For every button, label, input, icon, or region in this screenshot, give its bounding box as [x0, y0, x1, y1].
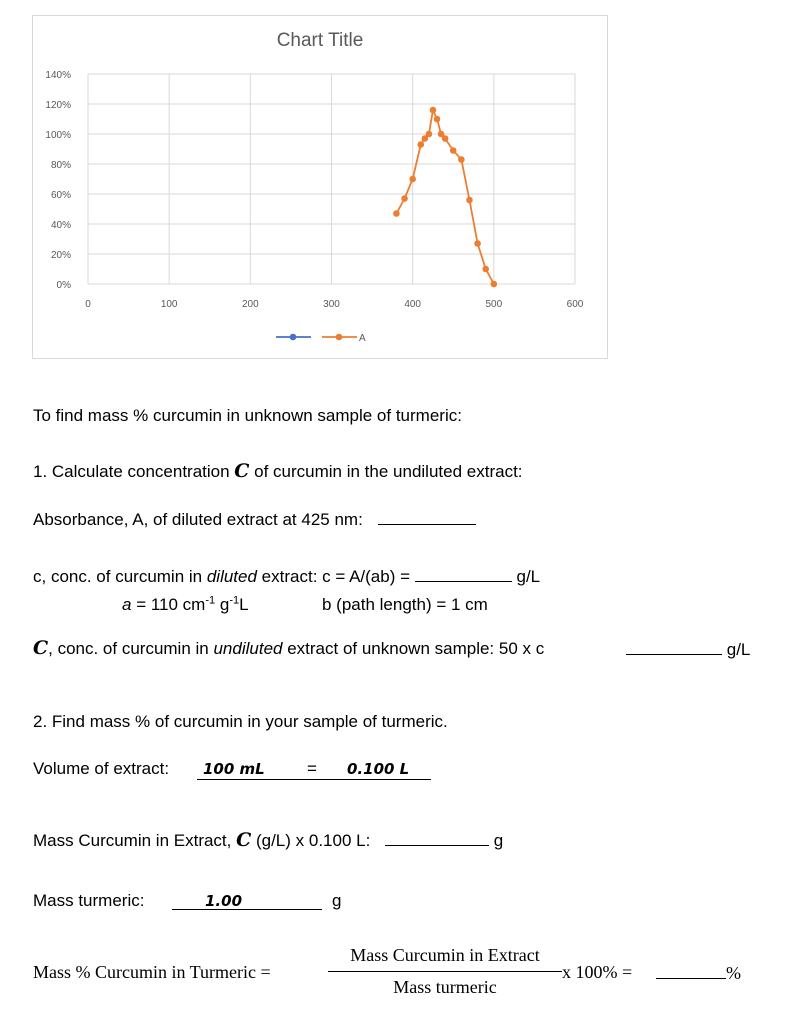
y-tick-label: 20%: [50, 250, 71, 261]
x-tick-label: 300: [323, 299, 340, 310]
x-tick-label: 400: [404, 299, 422, 310]
undiluted-conc-blank[interactable]: [626, 638, 722, 655]
y-tick-label: 140%: [45, 70, 71, 81]
absorbance-blank[interactable]: [378, 508, 476, 525]
volume-ml: 100 mL: [203, 760, 265, 778]
y-tick-label: 40%: [50, 220, 71, 231]
y-tick-label: 60%: [50, 190, 71, 201]
mass-turmeric-value: 1.00: [205, 892, 243, 910]
intro-text: To find mass % curcumin in unknown sample of turmeric:: [33, 406, 462, 425]
mass-percent-label: Mass % Curcumin in Turmeric =: [33, 962, 271, 982]
y-tick-label: 0%: [56, 280, 71, 291]
mass-turmeric-unit: g: [332, 891, 342, 910]
mass-turmeric-answer: [172, 891, 322, 910]
fraction-numerator: Mass Curcumin in Extract: [350, 945, 540, 965]
volume-row: Volume of extract:: [33, 759, 170, 778]
undiluted-conc-answer: g/L: [626, 638, 750, 660]
undiluted-conc-row: C, conc. of curcumin in undiluted extract of unknown sample: 50 x c: [33, 637, 545, 659]
x-tick-label: 500: [485, 299, 503, 310]
y-tick-label: 100%: [45, 130, 71, 141]
mass-percent-blank[interactable]: [656, 962, 726, 979]
legend-label: A: [359, 333, 366, 344]
step1-heading: 1. Calculate concentration C of curcumin in the undiluted extract:: [33, 460, 523, 482]
x-tick-label: 200: [241, 299, 259, 310]
mass-percent-answer: %: [656, 962, 741, 983]
step2-heading: 2. Find mass % of curcumin in your sample of turmeric.: [33, 712, 448, 731]
diluted-conc-blank[interactable]: [415, 565, 512, 582]
path-length: b (path length) = 1 cm: [322, 595, 488, 614]
fraction-denominator: Mass turmeric: [393, 977, 497, 997]
concentration-symbol: C: [234, 460, 250, 482]
volume-answer: 100 mL = 0.100 L: [197, 759, 431, 780]
x-tick-label: 100: [160, 299, 178, 310]
mass-extract-row: Mass Curcumin in Extract, C (g/L) x 0.100 L: g: [33, 829, 504, 851]
x-tick-label: 600: [566, 299, 584, 310]
x-tick-label: 0: [85, 299, 91, 310]
mass-turmeric-row: Mass turmeric:: [33, 891, 145, 910]
times-100: x 100% =: [562, 962, 633, 982]
absorptivity-row: a = 110 $cm^{-1}$ $g^{-1}L$: [122, 594, 249, 614]
mass-extract-blank[interactable]: [385, 829, 489, 846]
fraction-bar: [328, 971, 562, 972]
diluted-conc-row: c, conc. of curcumin in diluted extract: c = A/(ab) = g/L: [33, 567, 541, 586]
y-tick-label: 80%: [50, 160, 71, 171]
chart-title: Chart Title: [276, 30, 364, 51]
volume-liters: 0.100 L: [347, 760, 410, 778]
y-tick-label: 120%: [45, 100, 71, 111]
absorbance-row: Absorbance, A, of diluted extract at 425 nm:: [33, 508, 476, 530]
